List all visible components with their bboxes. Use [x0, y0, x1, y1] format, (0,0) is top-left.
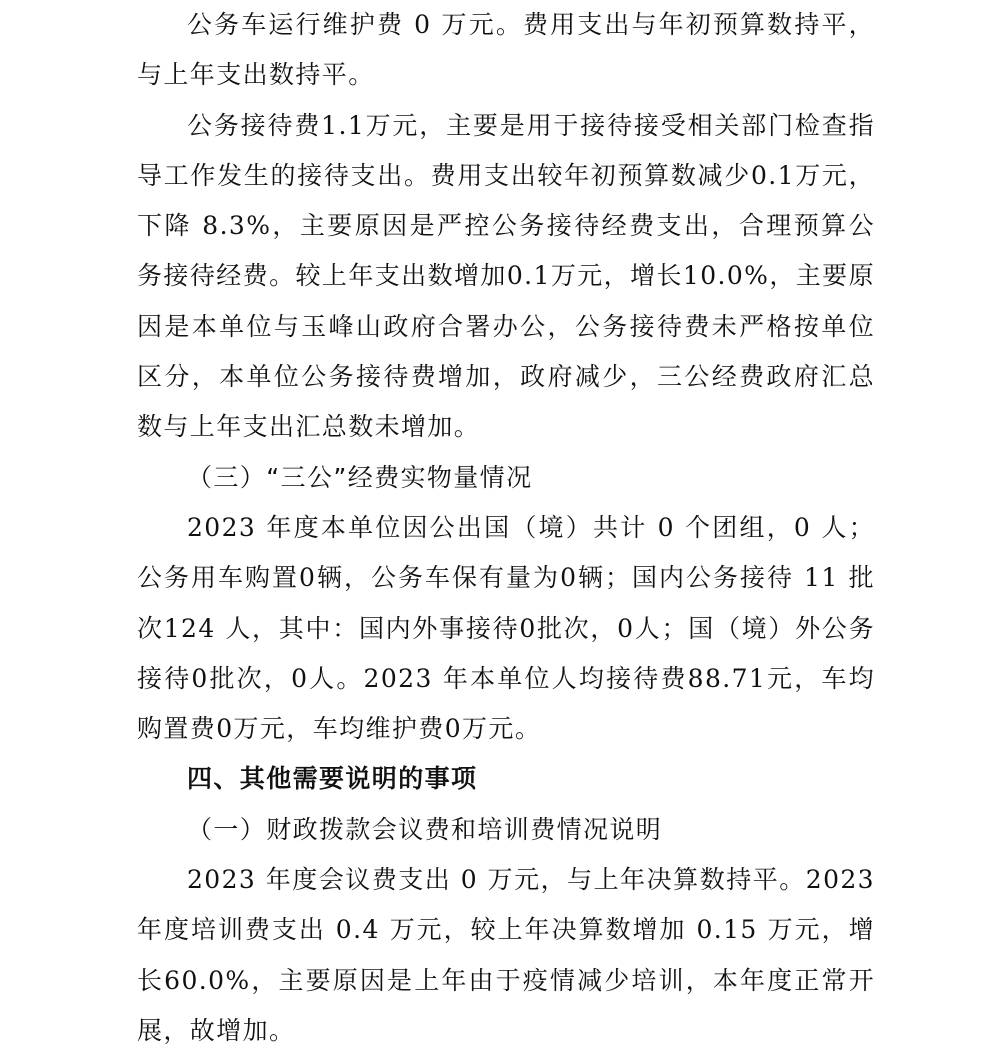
- paragraph-vehicle-maintenance: 公务车运行维护费 0 万元。费用支出与年初预算数持平，与上年支出数持平。: [137, 10, 875, 90]
- section-heading-meeting-training: （一）财政拨款会议费和培训费情况说明: [187, 814, 663, 844]
- section-heading-three-public-quantity: （三）“三公”经费实物量情况: [187, 462, 533, 492]
- paragraph-reception-expense: 公务接待费1.1万元，主要是用于接待接受相关部门检查指导工作发生的接待支出。费用支出较年初预算数减少0.1万元，下降 8.3%，主要原因是严控公务接待经费支出，合理预算公务接待经费。较上年支出数增加0.1万元，增长10.0%，主要原因是本单位与玉峰山政府合署办公，公务接待费未严格按单位区分，本单位公务接待费增加，政府减少，三公经费政府汇总数与上年支出汇总数未增加。: [137, 110, 875, 442]
- paragraph-meeting-training-expense: 2023 年度会议费支出 0 万元，与上年决算数持平。2023 年度培训费支出 0.4 万元，较上年决算数增加 0.15 万元，增长60.0%，主要原因是上年由于疫情减少培训，本年度正常开展，故增加。: [137, 865, 875, 1045]
- paragraph-physical-quantity: 2023 年度本单位因公出国（境）共计 0 个团组，0 人；公务用车购置0辆，公务车保有量为0辆；国内公务接待 11 批次124 人，其中：国内外事接待0批次，0人；国（境）外公务接待0批次，0人。2023 年本单位人均接待费88.71元，车均购置费0万元，车均维护费0万元。: [137, 512, 875, 744]
- document-body: [137, 0, 875, 1056]
- section-heading-other-matters: 四、其他需要说明的事项: [187, 764, 478, 794]
